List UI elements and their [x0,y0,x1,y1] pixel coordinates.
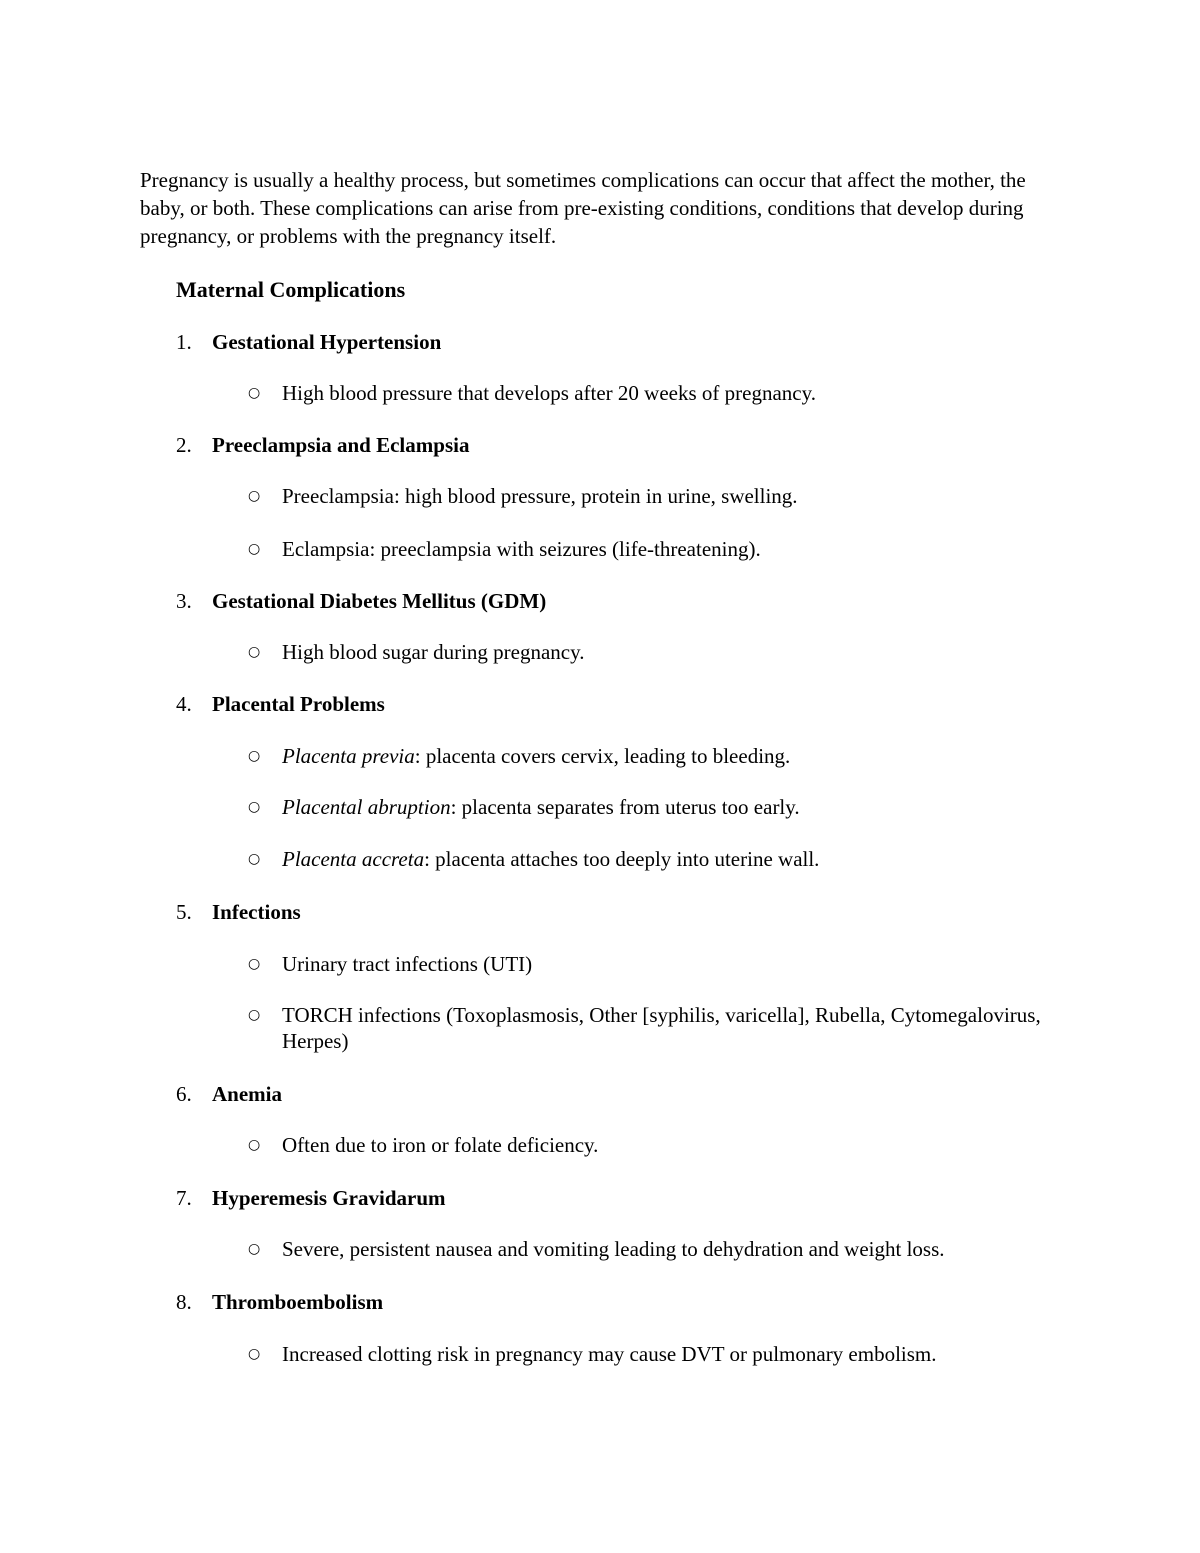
hollow-circle-bullet-icon: ○ [248,799,261,815]
hollow-circle-bullet-icon: ○ [248,1241,261,1257]
sub-bullet-text: Placental abruption: placenta separates from uterus too early. [282,795,800,819]
list-item-title [176,898,301,926]
list-item-label: Infections [212,900,301,924]
list-item-number: 4. [176,692,192,716]
sub-bullet-item [248,1132,1048,1158]
sub-bullet-item [248,846,1048,872]
list-item-number: 5. [176,900,192,924]
list-item-label: Hyperemesis Gravidarum [212,1186,446,1210]
sub-bullet-item [248,380,1048,406]
hollow-circle-bullet-icon: ○ [248,644,261,660]
sub-bullet-item [248,794,1048,820]
section-heading: Maternal Complications [176,277,406,302]
sub-bullet-text: High blood pressure that develops after 20 weeks of pregnancy. [282,381,816,405]
sub-bullet-text: Increased clotting risk in pregnancy may cause DVT or pulmonary embolism. [282,1342,937,1366]
hollow-circle-bullet-icon: ○ [248,541,261,557]
list-item-label: Anemia [212,1082,282,1106]
list-item-number: 8. [176,1290,192,1314]
hollow-circle-bullet-icon: ○ [248,748,261,764]
sub-bullet-text: TORCH infections (Toxoplasmosis, Other [syphilis, varicella], Rubella, Cytomegalovirus, Herpes) [282,1003,1041,1053]
sub-bullet-text: Urinary tract infections (UTI) [282,952,533,976]
sub-bullet-item [248,1002,1048,1054]
intro-paragraph: Pregnancy is usually a healthy process, but sometimes complications can occur that affect the mother, the baby, or both. These complications can arise from pre-existing conditions, conditions that develop during pregnancy, or problems with the pregnancy itself. [140,168,1026,248]
italic-term: Placenta accreta [282,847,425,871]
sub-bullet-item [248,483,1048,509]
list-item-label: Thromboembolism [212,1290,384,1314]
sub-bullet-text: High blood sugar during pregnancy. [282,640,585,664]
list-item-label: Placental Problems [212,692,385,716]
sub-bullet-item [248,951,1048,977]
list-item-title [176,690,385,718]
hollow-circle-bullet-icon: ○ [248,1007,261,1023]
list-item-number: 6. [176,1082,192,1106]
sub-bullet-item [248,743,1048,769]
sub-bullet-text: Often due to iron or folate deficiency. [282,1133,599,1157]
list-item-label: Preeclampsia and Eclampsia [212,433,470,457]
sub-bullet-text: Eclampsia: preeclampsia with seizures (life-threatening). [282,537,761,561]
sub-bullet-text: Severe, persistent nausea and vomiting leading to dehydration and weight loss. [282,1237,945,1261]
list-item-number: 2. [176,433,192,457]
list-item-title [176,1184,446,1212]
list-item-title [176,431,469,459]
hollow-circle-bullet-icon: ○ [248,1137,261,1153]
sub-bullet-text: Preeclampsia: high blood pressure, protein in urine, swelling. [282,484,798,508]
hollow-circle-bullet-icon: ○ [248,956,261,972]
hollow-circle-bullet-icon: ○ [248,488,261,504]
sub-bullet-item [248,1341,1048,1367]
sub-bullet-text: Placenta accreta: placenta attaches too deeply into uterine wall. [282,847,820,871]
list-item-title [176,587,546,615]
list-item-title [176,1080,282,1108]
hollow-circle-bullet-icon: ○ [248,851,261,867]
sub-bullet-item [248,1236,1048,1262]
italic-term: Placental abruption [282,795,451,819]
list-item-title [176,1288,383,1316]
list-item-number: 3. [176,589,192,613]
hollow-circle-bullet-icon: ○ [248,1346,261,1362]
hollow-circle-bullet-icon: ○ [248,385,261,401]
list-item-label: Gestational Hypertension [212,330,442,354]
list-item-number: 7. [176,1186,192,1210]
italic-term: Placenta previa [282,744,415,768]
sub-bullet-text: Placenta previa: placenta covers cervix, leading to bleeding. [282,744,791,768]
list-item-label: Gestational Diabetes Mellitus (GDM) [212,589,547,613]
sub-bullet-item [248,639,1048,665]
list-item-number: 1. [176,330,192,354]
sub-bullet-item [248,536,1048,562]
list-item-title [176,328,441,356]
